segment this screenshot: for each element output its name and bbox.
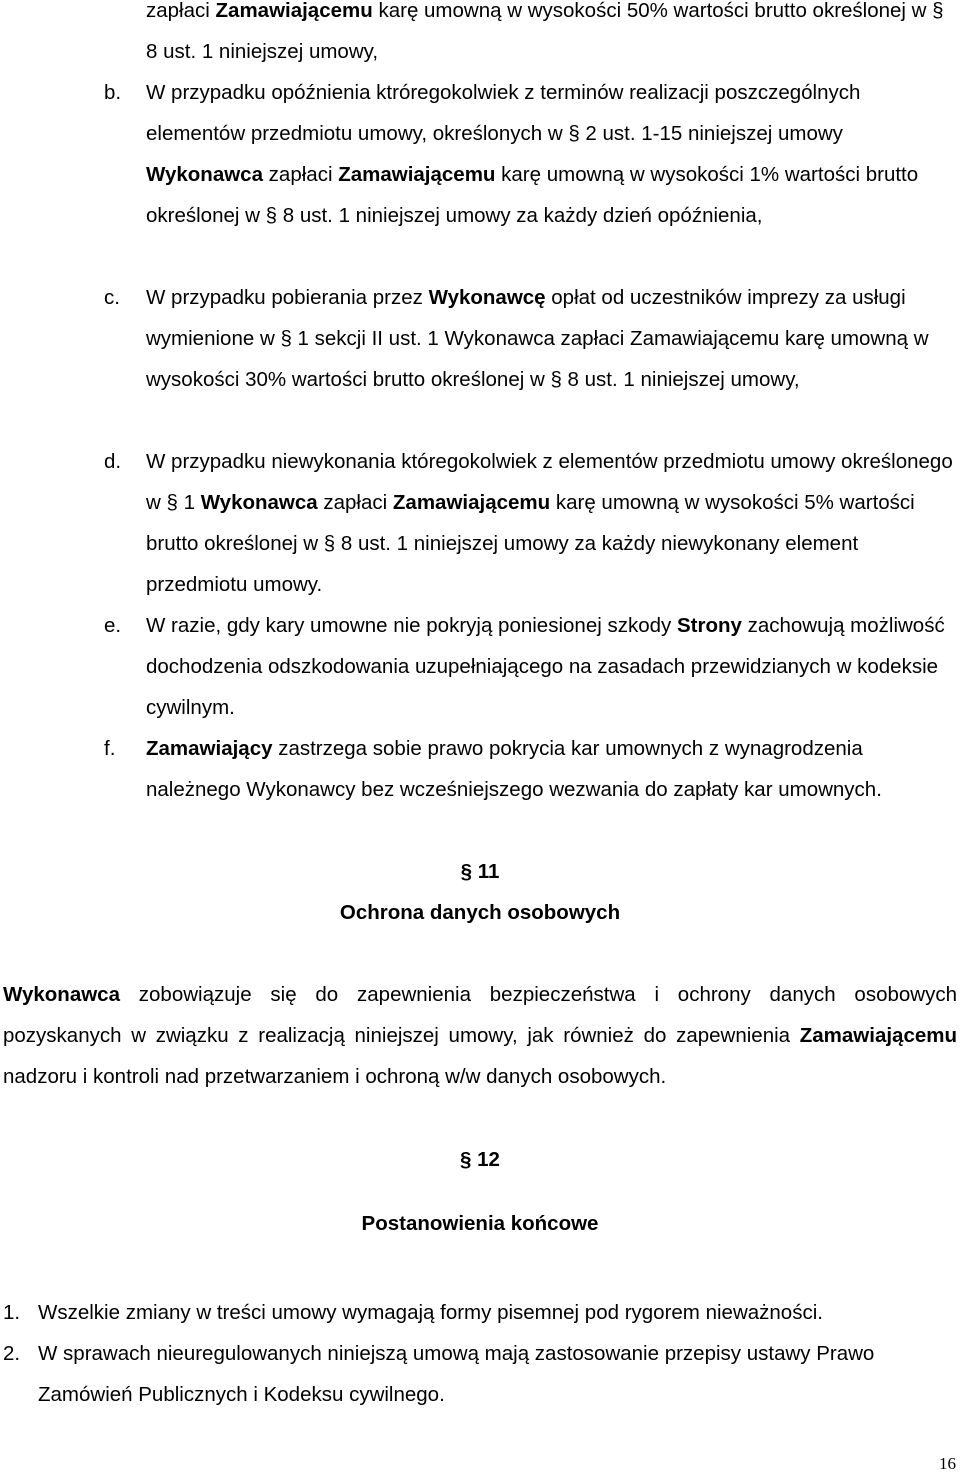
list-item-text	[146, 728, 956, 810]
text-run-bold: Wykonawca	[200, 491, 318, 514]
list-item-f	[104, 728, 956, 810]
text-run: zastrzega sobie prawo pokrycia kar umownych z wynagrodzenia należnego Wykonawcy bez wcześniejszego wezwania do zapłaty kar umownych.	[146, 737, 882, 801]
text-run-bold: Zamawiającemu	[338, 163, 496, 186]
list-item-text: W sprawach nieuregulowanych niniejszą umową mają zastosowanie przepisy ustawy Prawo Zamówień Publicznych i Kodeksu cywilnego.	[38, 1342, 875, 1406]
text-run-bold: Strony	[676, 614, 742, 637]
text-run-bold: Zamawiającemu	[392, 491, 551, 514]
list-item-text: Wszelkie zmiany w treści umowy wymagają formy pisemnej pod rygorem nieważności.	[38, 1301, 823, 1324]
text-run: karę umowną w wysokości 50% wartości brutto określonej w § 8 ust. 1 niniejszej umowy,	[146, 0, 944, 63]
text-run: karę umowną w wysokości 5% wartości brutto określonej w § 8 ust. 1 niniejszej umowy za każdy niewykonany element przedmiotu umowy.	[146, 491, 915, 596]
text-run-bold: Wykonawca	[146, 163, 263, 186]
list-marker: d.	[104, 450, 122, 473]
section-11-paragraph	[3, 974, 957, 1097]
text-run: opłat od uczestników imprezy za usługi wymienione w § 1 sekcji II ust. 1 Wykonawca zapłaci Zamawiającemu karę umowną w wysokości 30% wartości brutto określonej w § 8 ust. 1 niniejszej umowy,	[146, 286, 929, 391]
list-marker: c.	[104, 286, 120, 309]
list-marker: 1.	[3, 1301, 21, 1324]
list-item-text	[146, 277, 956, 400]
list-marker: b.	[104, 81, 122, 104]
list-item-text	[146, 0, 956, 72]
text-run-bold: Zamawiającemu	[799, 1024, 957, 1047]
text-run: W przypadku niewykonania któregokolwiek z elementów przedmiotu umowy określonego w § 1	[146, 450, 953, 514]
numbered-item-1	[3, 1292, 957, 1333]
text-run: zapłaci	[317, 491, 393, 514]
list-item-text	[146, 441, 956, 605]
section-11-title: Ochrona danych osobowych	[339, 901, 621, 924]
text-run: zobowiązuje się do zapewnienia bezpieczeństwa i ochrony danych osobowych pozyskanych w związku z realizacją niniejszej umowy, jak również do zapewnienia	[3, 983, 957, 1047]
list-item-a-continuation	[104, 0, 956, 72]
section-11-number: § 11	[460, 860, 500, 883]
text-run: zachowują możliwość dochodzenia odszkodowania uzupełniającego na zasadach przewidzianych w kodeksie cywilnym.	[146, 614, 945, 719]
section-12-number: § 12	[460, 1148, 500, 1171]
list-marker: e.	[104, 614, 122, 637]
text-run: karę umowną w wysokości 1% wartości brutto określonej w § 8 ust. 1 niniejszej umowy za każdy dzień opóźnienia,	[146, 163, 919, 227]
list-item-e	[104, 605, 956, 728]
numbered-item-2	[3, 1333, 957, 1415]
list-item-text	[146, 605, 956, 728]
list-marker: 2.	[3, 1342, 21, 1365]
list-item-c	[104, 277, 956, 400]
section-12-title: Postanowienia końcowe	[361, 1212, 599, 1235]
list-item-d	[104, 441, 956, 605]
text-run: zapłaci	[262, 163, 339, 186]
list-item-b	[104, 72, 956, 236]
text-run-bold: Wykonawcę	[428, 286, 546, 309]
page-number: 16	[939, 1454, 956, 1473]
text-run-bold: Wykonawca	[3, 983, 120, 1006]
text-run: W przypadku pobierania przez	[146, 286, 429, 309]
text-run: W przypadku opóźnienia ktróregokolwiek z terminów realizacji poszczególnych elementów przedmiotu umowy, określonych w § 2 ust. 1-15 niniejszej umowy	[146, 81, 861, 145]
list-marker: f.	[104, 737, 116, 760]
text-run-bold: Zamawiający	[146, 737, 273, 760]
text-run: W razie, gdy kary umowne nie pokryją poniesionej szkody	[146, 614, 677, 637]
text-run-bold: Zamawiającemu	[215, 0, 373, 22]
text-run: nadzoru i kontroli nad przetwarzaniem i ochroną w/w danych osobowych.	[3, 1065, 667, 1088]
list-item-text	[146, 72, 956, 236]
text-run: zapłaci	[146, 0, 216, 22]
